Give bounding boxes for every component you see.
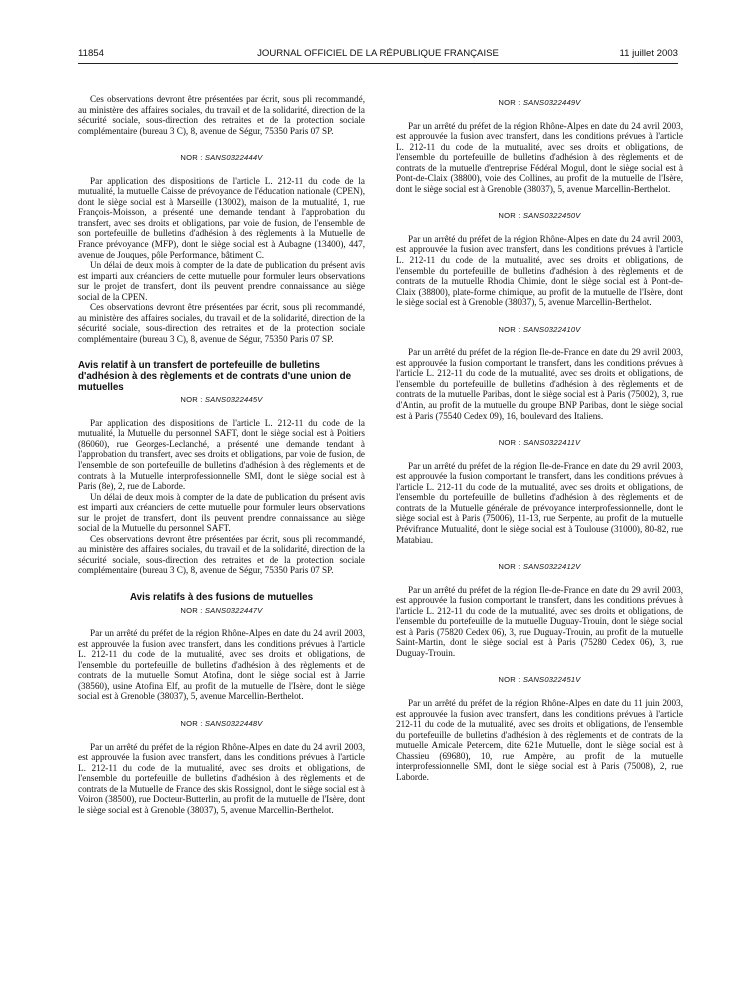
right-column: [396, 98, 683, 782]
nor-code: SANS0322447V: [204, 605, 263, 615]
nor-code: SANS0322448V: [204, 718, 263, 728]
nor-reference: [78, 606, 365, 617]
section-title: Avis relatif à un transfert de portefeuille de bulletins d'adhésion à des règlements et de contrats d'une union de mutuelles: [78, 360, 352, 393]
nor-label: NOR :: [498, 98, 521, 107]
nor-code: SANS0322450V: [522, 211, 581, 221]
paragraph: Par un arrêté du préfet de la région Ile-de-France en date du 29 avril 2003, est approuvée la fusion comportant le transfert, dans les conditions prévues à l'article L. 212-11 du code de la mutualité, avec ses droits et obligations, de l'ensemble du portefeuille de la mutuelle Duguay-Trouin, dont le siège social est à Paris (75820 Cedex 06), 3, rue Duguay-Trouin, au profit de la mutuelle Saint-Martin, dont le siège social est à Paris (75280 Cedex 06), 3, rue Duguay-Trouin.: [396, 584, 683, 658]
nor-label: NOR :: [498, 324, 521, 334]
nor-reference: [396, 675, 683, 686]
paragraph: Par un arrêté du préfet de la région Rhône-Alpes en date du 11 juin 2003, est approuvée la fusion avec transfert, dans les conditions prévues à l'article 212-11 du code de la mutualité, avec ses droits et obligations, de l'ensemble du portefeuille de bulletins d'adhésion à des règlements et de contrats de la mutuelle Amicale Petercem, dite 621e Mutuelle, dont le siège social est à Chassieu (69680), 10, rue Ampère, au profit de la mutuelle interprofessionnelle SMI, dont le siège social est à Paris (75008), 2, rue Laborde.: [396, 697, 683, 782]
nor-reference: [396, 98, 683, 109]
nor-label: NOR :: [498, 675, 521, 685]
header-rule: [78, 63, 678, 64]
paragraph: Ces observations devront être présentées par écrit, sous pli recommandé, au ministère des affaires sociales, du travail et de la solidarité, direction de la sécurité sociale, sous-direction des retraites et de la protection sociale complémentaire (bureau 3 C), 8, avenue de Ségur, 75350 Paris 07 SP.: [78, 94, 365, 136]
journal-title: JOURNAL OFFICIEL DE LA RÉPUBLIQUE FRANÇAISE: [257, 48, 499, 59]
page-header: [78, 48, 678, 62]
left-column: [78, 94, 365, 815]
nor-label: NOR :: [180, 153, 203, 163]
paragraph: Par un arrêté du préfet de la région Ile-de-France en date du 29 avril 2003, est approuvée la fusion comportant le transfert, dans les conditions prévues à l'article L. 212-11 du code de la mutualité, avec ses droits et obligations, de l'ensemble du portefeuille de bulletins d'adhésion à des règlements et de contrats de la mutuelle Paribas, dont le siège social est à Paris (75002), 3, rue d'Antin, au profit de la mutuelle du groupe BNP Paribas, dont le siège social est à Paris (75540 Cedex 09), 16, boulevard des Italiens.: [396, 347, 683, 421]
nor-reference: [78, 153, 365, 164]
nor-code: SANS0322444V: [204, 153, 263, 163]
nor-code: SANS0322410V: [522, 324, 581, 334]
paragraph: Un délai de deux mois à compter de la date de publication du présent avis est imparti aux créanciers de cette mutuelle pour formuler leurs observations sur le projet de transfert, dont ils peuvent prendre connaissance au siège social de la CPEN.: [78, 260, 365, 302]
nor-reference: [396, 438, 683, 449]
nor-label: NOR :: [498, 211, 521, 221]
nor-label: NOR :: [180, 395, 203, 405]
paragraph: Par application des dispositions de l'article L. 212-11 du code de la mutualité, la Mutuelle du personnel SAFT, dont le siège social est à Poitiers (86060), rue Georges-Leclanché, a présenté une demande tendant à l'approbation du transfert, avec ses droits et obligations, par voie de fusion, de l'ensemble de son portefeuille de bulletins d'adhésion à des règlements et de contrats à la Mutuelle interprofessionnelle SMI, dont le siège social est à Paris (8e), 2, rue de Laborde.: [78, 417, 365, 492]
nor-label: NOR :: [180, 605, 203, 615]
paragraph: Ces observations devront être présentées par écrit, sous pli recommandé, au ministère des affaires sociales, du travail et de la solidarité, direction de la sécurité sociale, sous-direction des retraites et de la protection sociale complémentaire (bureau 3 C), 8, avenue de Ségur, 75350 Paris 07 SP.: [78, 302, 365, 344]
nor-label: NOR :: [180, 718, 203, 728]
nor-code: SANS0322449V: [522, 98, 581, 107]
paragraph: Un délai de deux mois à compter de la date de publication du présent avis est imparti aux créanciers de cette mutuelle pour formuler leurs observations sur le projet de transfert, dont ils peuvent prendre connaissance au siège social de la Mutuelle du personnel SAFT.: [78, 491, 365, 534]
paragraph: Par application des dispositions de l'article L. 212-11 du code de la mutualité, la mutuelle Caisse de prévoyance de l'éducation nationale (CPEN), dont le siège social est à Marseille (13002), maison de la mutualité, 1, rue François-Moisson, a présenté une demande tendant à l'approbation du transfert, avec ses droits et obligations, par voie de fusion, de l'ensemble de son portefeuille de bulletins d'adhésion à des règlements à la Mutuelle de France prévoyance (MFP), dont le siège social est à Aubagne (13400), 447, avenue de Jouques, pôle Performance, bâtiment C.: [78, 175, 365, 260]
paragraph: Par un arrêté du préfet de la région Rhône-Alpes en date du 24 avril 2003, est approuvée la fusion avec transfert, dans les conditions prévues à l'article L. 212-11 du code de la mutualité, avec ses droits et obligations, de l'ensemble du portefeuille de bulletins d'adhésion à des règlements et de contrats de la Mutuelle de France des skis Rossignol, dont le siège social est à Voiron (38500), rue Docteur-Butterlin, au profit de la mutuelle de l'Isère, dont le siège social est à Grenoble (38037), 5, avenue Marcellin-Berthelot.: [78, 741, 365, 815]
nor-reference: [396, 325, 683, 336]
nor-code: SANS0322451V: [522, 675, 581, 685]
section-title: Avis relatifs à des fusions de mutuelles: [129, 592, 314, 604]
nor-code: SANS0322411V: [523, 438, 581, 448]
nor-reference: [396, 211, 683, 222]
paragraph: Par un arrêté du préfet de la région Rhône-Alpes en date du 24 avril 2003, est approuvée la fusion avec transfert, dans les conditions prévues à l'article L. 212-11 du code de la mutualité, avec ses droits et obligations, de l'ensemble du portefeuille de bulletins d'adhésion à des règlements et de contrats de la mutuelle Rhodia Chimie, dont le siège social est à Pont-de-Claix (38800), plate-forme chimique, au profit de la mutuelle de l'Isère, dont le siège social est à Grenoble (38037), 5, avenue Marcellin-Berthelot.: [396, 233, 683, 308]
nor-reference: [78, 395, 365, 406]
nor-reference: [396, 562, 683, 573]
nor-code: SANS0322412V: [522, 562, 581, 572]
paragraph: Par un arrêté du préfet de la région Rhône-Alpes en date du 24 avril 2003, est approuvée la fusion avec transfert, dans les conditions prévues à l'article L. 212-11 du code de la mutualité, avec ses droits et obligations, de l'ensemble du portefeuille de bulletins d'adhésion à des règlements et de contrats de la mutuelle Somut Atofina, dont le siège social est à Jarrie (38560), usine Atofina Elf, au profit de la mutuelle de l'Isère, dont le siège social est à Grenoble (38037), 5, avenue Marcellin-Berthelot.: [78, 628, 365, 702]
nor-reference: [78, 719, 365, 730]
publication-date: 11 juillet 2003: [619, 48, 678, 59]
paragraph: Par un arrêté du préfet de la région Rhône-Alpes en date du 24 avril 2003, est approuvée la fusion avec transfert, dans les conditions prévues à l'article L. 212-11 du code de la mutualité, avec ses droits et obligations, de l'ensemble du portefeuille de bulletins d'adhésion à des règlements et de contrats de la mutuelle d'entreprise Fédéral Mogul, dont le siège social est à Pont-de-Claix (38800), voie des Collines, au profit de la mutuelle de l'Isère, dont le siège social est à Grenoble (38037), 5, avenue Marcellin-Berthelot.: [396, 120, 683, 194]
paragraph: Par un arrêté du préfet de la région Ile-de-France en date du 29 avril 2003, est approuvée la fusion comportant le transfert, dans les conditions prévues à l'article L. 212-11 du code de la mutualité, avec ses droits et obligations, de l'ensemble du portefeuille de bulletins d'adhésion à des règlements et de contrats de la Mutuelle générale de prévoyance interprofessionnelle, dont le siège social est à Paris (75006), 11-13, rue Serpente, au profit de la mutuelle Prévifrance Mutualité, dont le siège social est à Toulouse (31000), 80-82, rue Matabiau.: [396, 460, 683, 545]
page-number: 11854: [78, 48, 104, 59]
paragraph: Ces observations devront être présentées par écrit, sous pli recommandé, au ministère des affaires sociales, du travail et de la solidarité, direction de la sécurité sociale, sous-direction des retraites et de la protection sociale complémentaire (bureau 3 C), 8, avenue de Ségur, 75350 Paris 07 SP.: [78, 533, 365, 576]
nor-label: NOR :: [498, 562, 521, 572]
nor-label: NOR :: [498, 438, 521, 448]
nor-code: SANS0322445V: [204, 395, 263, 405]
